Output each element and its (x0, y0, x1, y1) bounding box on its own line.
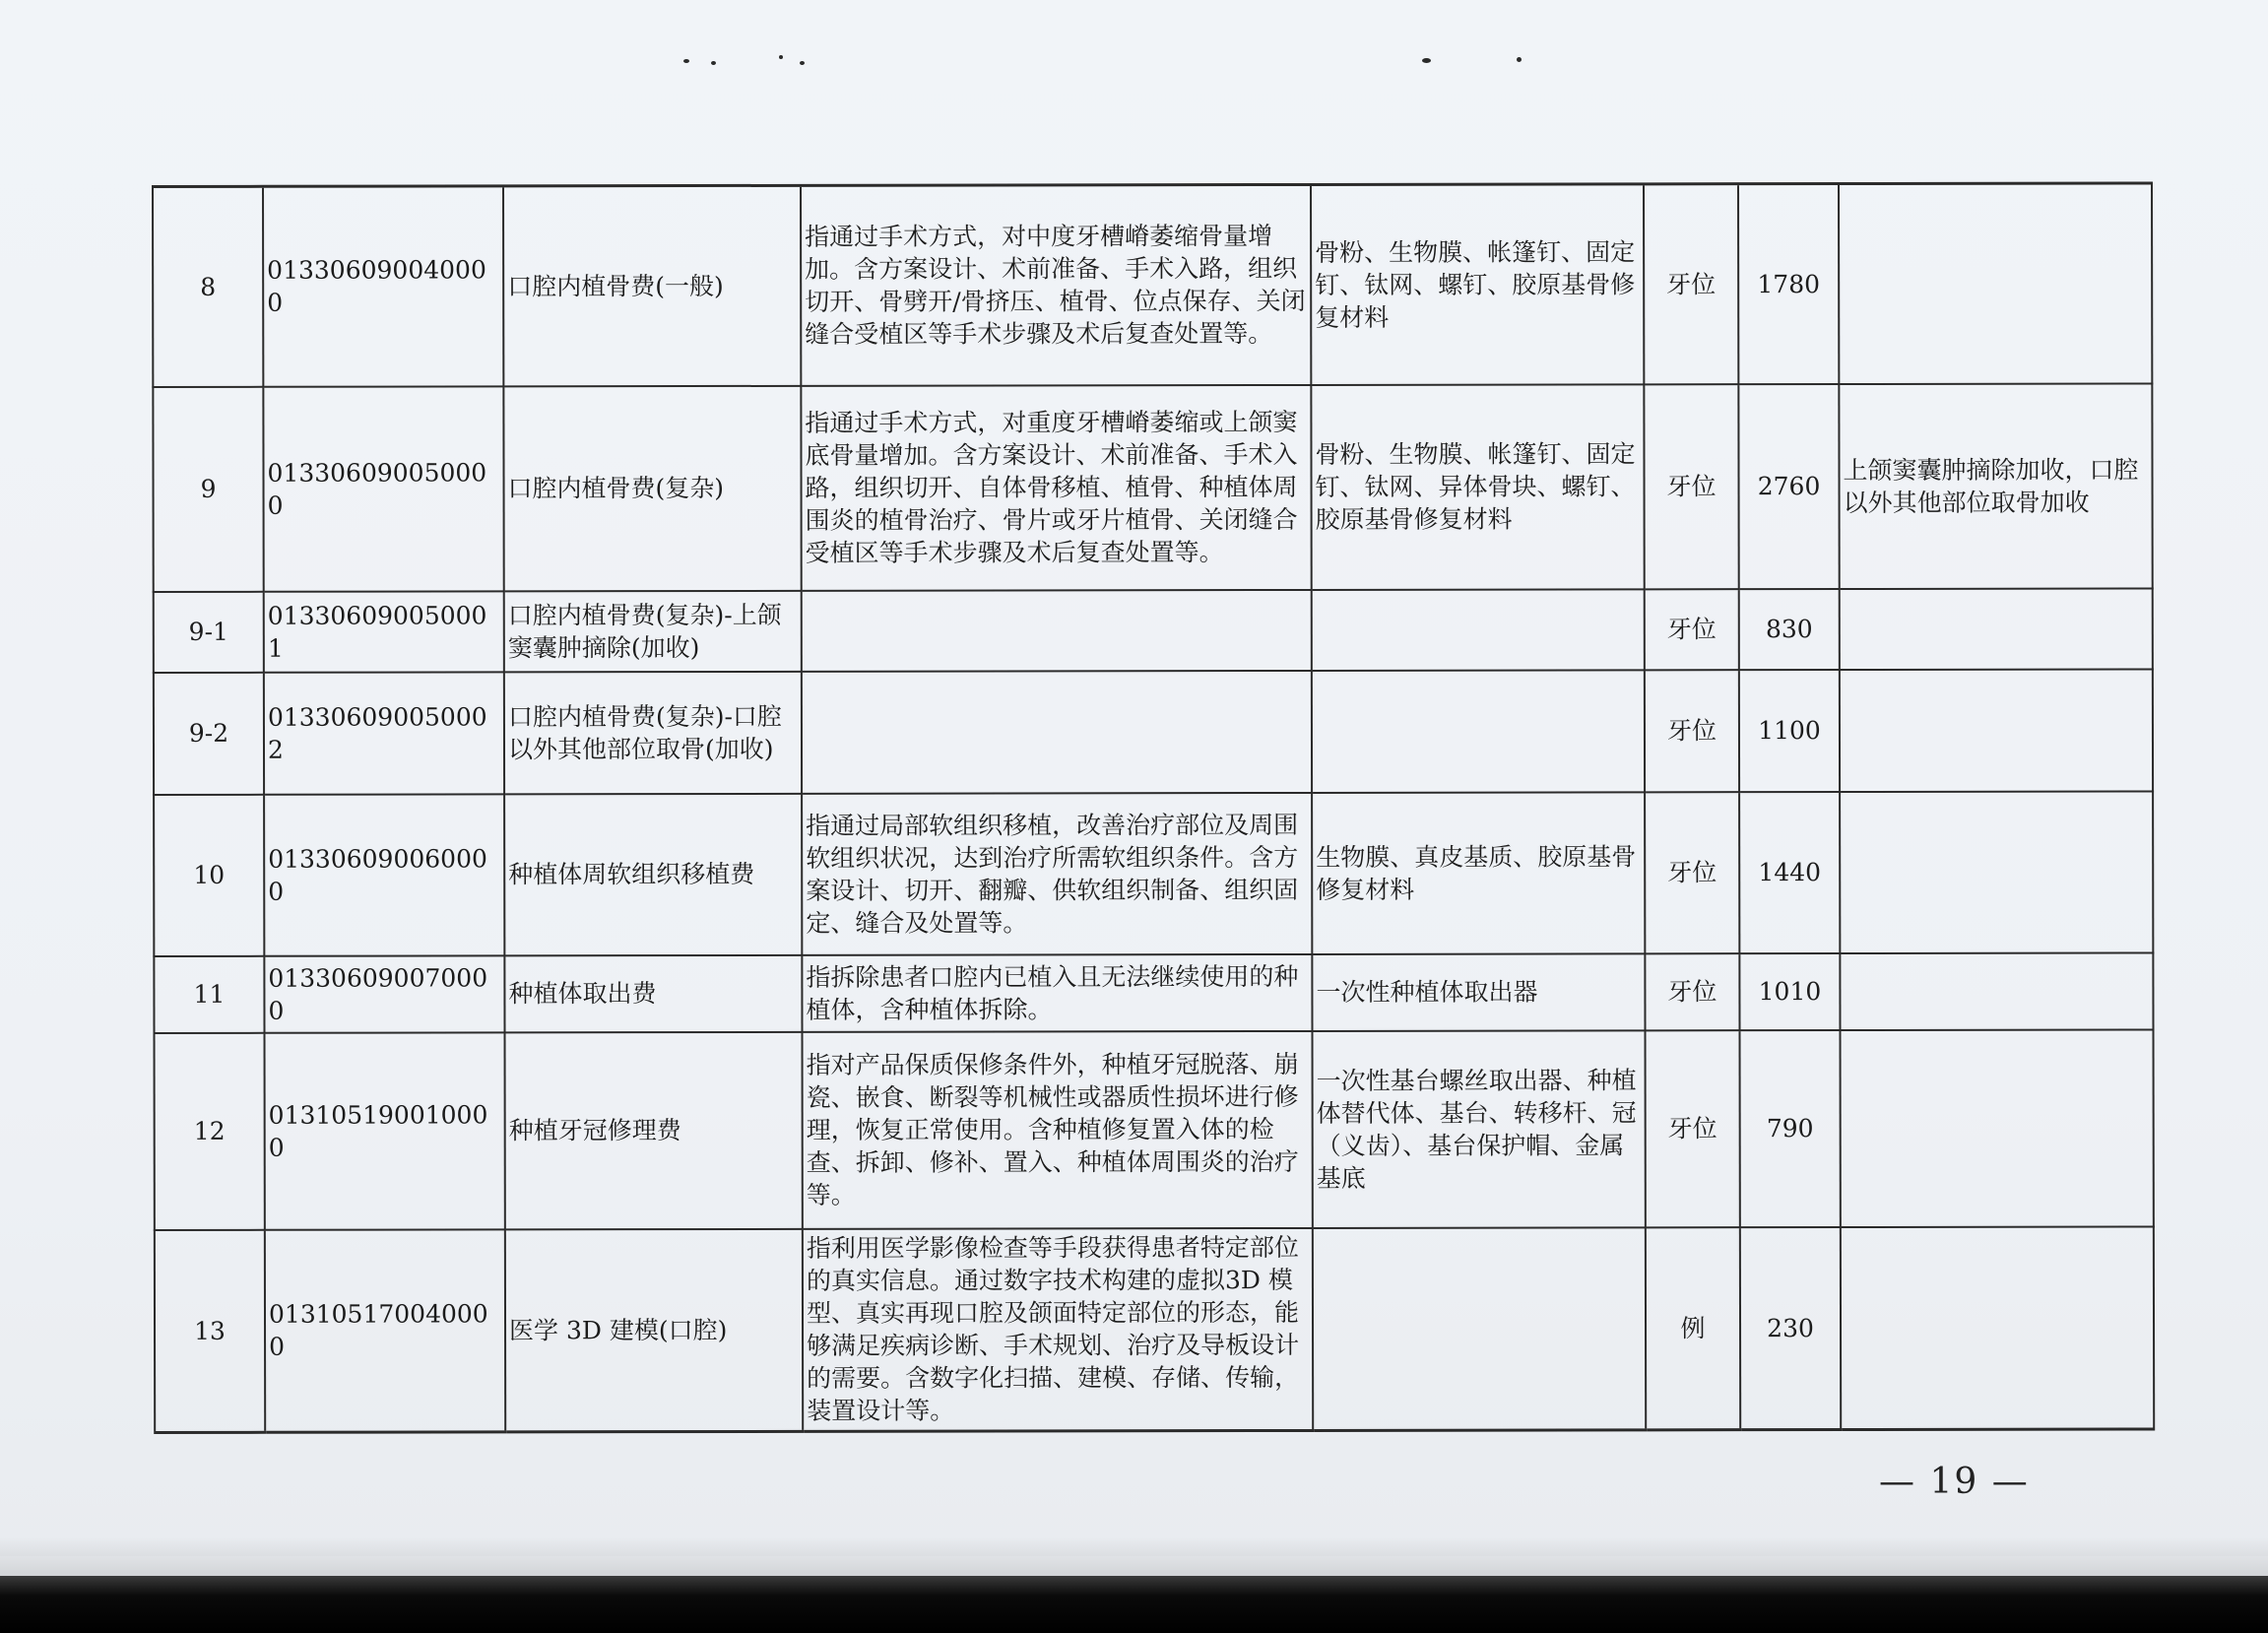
price: 1100 (1739, 670, 1840, 792)
pricing-unit: 牙位 (1645, 1030, 1739, 1227)
price: 230 (1740, 1227, 1841, 1430)
item-code: 013306090060000 (264, 794, 504, 955)
table-row (155, 1226, 2154, 1433)
pricing-unit: 牙位 (1645, 589, 1739, 670)
pricing-unit: 牙位 (1644, 384, 1738, 589)
item-code: 013105170040000 (265, 1229, 505, 1432)
remarks (1840, 952, 2153, 1030)
table-row (154, 669, 2153, 795)
item-description (802, 670, 1312, 793)
remarks (1840, 588, 2153, 670)
item-name: 口腔内植骨费(一般) (503, 185, 801, 386)
item-name: 口腔内植骨费(复杂) (503, 385, 801, 591)
remarks (1840, 1029, 2153, 1227)
page-number: — 19 — (1879, 1462, 2030, 1502)
row-number: 11 (154, 955, 264, 1032)
row-number: 9-2 (154, 672, 264, 794)
item-description: 指对产品保质保修条件外，种植牙冠脱落、崩瓷、嵌食、断裂等机械性或器质性损坏进行修理，恢复正常使用。含种植修复置入体的检查、拆卸、修补、置入、种植体周围炎的治疗等。 (803, 1030, 1313, 1228)
table-row (154, 588, 2153, 673)
item-description: 指通过手术方式，对中度牙槽嵴萎缩骨量增加。含方案设计、术前准备、手术入路，组织切开、骨劈开/骨挤压、植骨、位点保存、关闭缝合受植区等手术步骤及术后复查处置等。 (801, 184, 1311, 385)
item-name: 种植体取出费 (504, 954, 802, 1032)
price: 1440 (1739, 792, 1840, 953)
item-code: 013306090050002 (264, 672, 504, 794)
price: 1780 (1738, 184, 1839, 384)
item-name: 口腔内植骨费(复杂)-口腔以外其他部位取骨(加收) (504, 671, 802, 794)
excluded-materials: 一次性基台螺丝取出器、种植体替代体、基台、转移杆、冠（义齿）、基台保护帽、金属基底 (1313, 1030, 1646, 1228)
scan-edge-shadow (0, 1536, 2268, 1580)
row-number: 10 (154, 794, 264, 955)
pricing-unit: 例 (1646, 1227, 1740, 1430)
scan-speck (1422, 58, 1431, 63)
price: 2760 (1738, 384, 1839, 589)
price: 1010 (1739, 953, 1840, 1030)
item-name: 医学 3D 建模(口腔) (505, 1228, 803, 1432)
item-description: 指通过手术方式，对重度牙槽嵴萎缩或上颌窦底骨量增加。含方案设计、术前准备、手术入路，组织切开、自体骨移植、植骨、种植体周围炎的植骨治疗、骨片或牙片植骨、关闭缝合受植区等手术步骤及术后复查处置等。 (801, 384, 1311, 590)
pricing-unit: 牙位 (1644, 184, 1738, 384)
item-name: 种植牙冠修理费 (505, 1031, 803, 1229)
item-code: 013306090040000 (263, 186, 503, 386)
scan-speck (800, 61, 805, 65)
row-number: 9-1 (154, 591, 264, 672)
table-row (155, 1029, 2154, 1230)
price: 790 (1739, 1030, 1840, 1227)
remarks: 上颌窦囊肿摘除加收，口腔以外其他部位取骨加收 (1839, 383, 2152, 589)
row-number: 12 (155, 1032, 265, 1229)
item-name: 种植体周软组织移植费 (504, 793, 802, 955)
item-code: 013306090070000 (264, 955, 504, 1032)
pricing-unit: 牙位 (1645, 670, 1739, 792)
excluded-materials (1312, 589, 1645, 671)
excluded-materials: 骨粉、生物膜、帐篷钉、固定钉、钛网、异体骨块、螺钉、胶原基骨修复材料 (1311, 384, 1644, 590)
excluded-materials (1313, 1227, 1646, 1431)
item-name: 口腔内植骨费(复杂)-上颌窦囊肿摘除(加收) (504, 590, 802, 672)
remarks (1841, 1226, 2154, 1430)
item-code: 013105190010000 (265, 1032, 505, 1229)
scan-speck (1517, 57, 1522, 62)
scan-speck (683, 59, 689, 63)
excluded-materials (1312, 670, 1645, 793)
remarks (1840, 669, 2153, 792)
item-code: 013306090050001 (264, 591, 504, 672)
row-number: 13 (155, 1229, 265, 1432)
excluded-materials: 生物膜、真皮基质、胶原基骨修复材料 (1312, 792, 1645, 954)
fee-table (152, 181, 2155, 1434)
table-row (154, 791, 2153, 956)
row-number: 8 (153, 186, 263, 386)
excluded-materials: 一次性种植体取出器 (1312, 953, 1645, 1031)
table-row (153, 383, 2152, 592)
scan-speck (779, 55, 783, 59)
row-number: 9 (153, 386, 263, 591)
item-code: 013306090050000 (263, 386, 503, 591)
item-description: 指利用医学影像检查等手段获得患者特定部位的真实信息。通过数字技术构建的虚拟3D 模型、真实再现口腔及颌面特定部位的形态，能够满足疾病诊断、手术规划、治疗及导板设计的需要。含数字化扫描、建模、存储、传输，装置设计等。 (803, 1227, 1313, 1431)
scan-speck (711, 61, 716, 65)
item-description: 指通过局部软组织移植，改善治疗部位及周围软组织状况，达到治疗所需软组织条件。含方案设计、切开、翻瓣、供软组织制备、组织固定、缝合及处置等。 (802, 792, 1312, 954)
table-row (153, 183, 2152, 387)
pricing-unit: 牙位 (1645, 953, 1739, 1030)
table-row (154, 952, 2153, 1033)
price: 830 (1739, 589, 1840, 670)
item-description (802, 589, 1312, 671)
pricing-unit: 牙位 (1645, 792, 1739, 953)
excluded-materials: 骨粉、生物膜、帐篷钉、固定钉、钛网、螺钉、胶原基骨修复材料 (1311, 184, 1644, 385)
remarks (1840, 791, 2153, 953)
scanner-bed-edge (0, 1576, 2268, 1633)
remarks (1839, 183, 2152, 384)
item-description: 指拆除患者口腔内已植入且无法继续使用的种植体，含种植体拆除。 (802, 953, 1312, 1031)
